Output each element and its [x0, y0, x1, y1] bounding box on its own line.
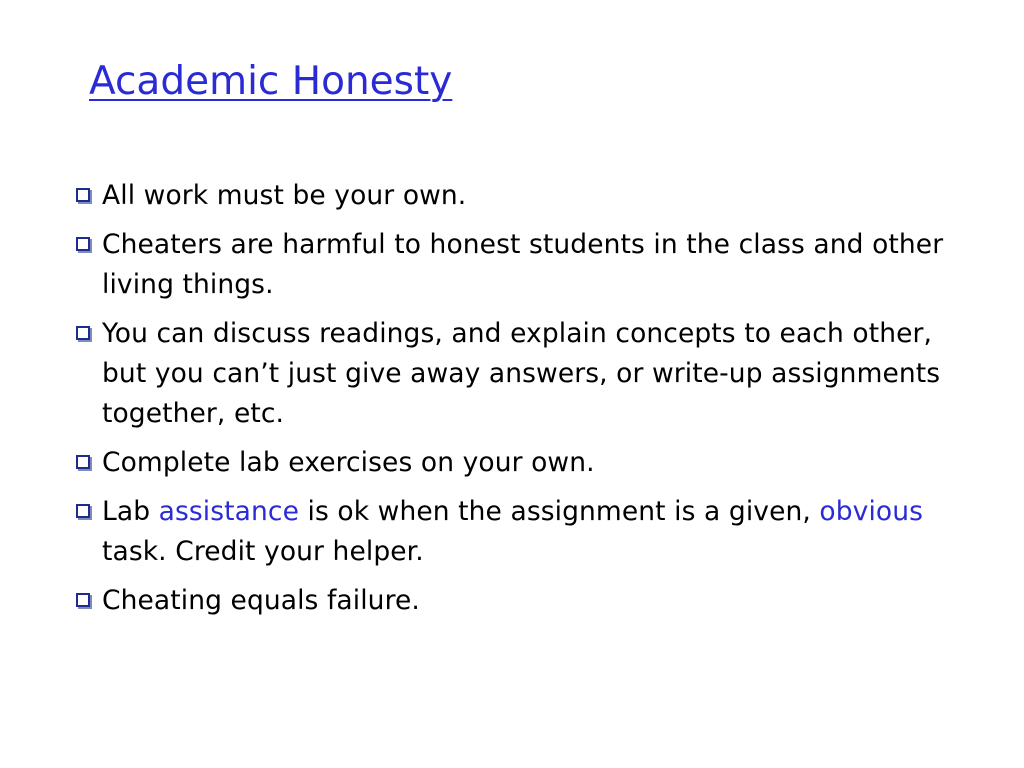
square-bullet-icon — [76, 237, 90, 251]
square-bullet-icon — [76, 504, 90, 518]
bullet-text: Cheating equals failure. — [102, 585, 420, 616]
square-bullet-icon — [76, 593, 90, 607]
bullet-text: Complete lab exercises on your own. — [102, 447, 595, 478]
bullet-item — [76, 581, 976, 621]
highlight-obvious: obvious — [819, 496, 924, 527]
bullet-item — [76, 176, 976, 216]
bullet-item — [76, 314, 976, 434]
bullet-text: Cheaters are harmful to honest students in the class and other living things. — [102, 229, 944, 300]
bullet-text-part: is ok when the assignment is a given, — [298, 496, 820, 527]
square-bullet-icon — [76, 455, 90, 469]
bullet-text-part: Lab — [102, 496, 159, 527]
bullet-text: You can discuss readings, and explain concepts to each other, but you can’t just give away answers, or write-up assignments together, etc. — [102, 318, 941, 429]
bullet-item — [76, 443, 976, 483]
square-bullet-icon — [76, 326, 90, 340]
bullet-text: All work must be your own. — [102, 180, 467, 211]
slide-title: Academic Honesty — [89, 59, 453, 104]
bullet-text-part: task. Credit your helper. — [102, 536, 424, 567]
square-bullet-icon — [76, 188, 90, 202]
highlight-assistance: assistance — [158, 496, 299, 527]
bullet-text — [102, 492, 976, 572]
bullet-list — [76, 176, 976, 630]
bullet-item — [76, 492, 976, 572]
bullet-item — [76, 225, 976, 305]
